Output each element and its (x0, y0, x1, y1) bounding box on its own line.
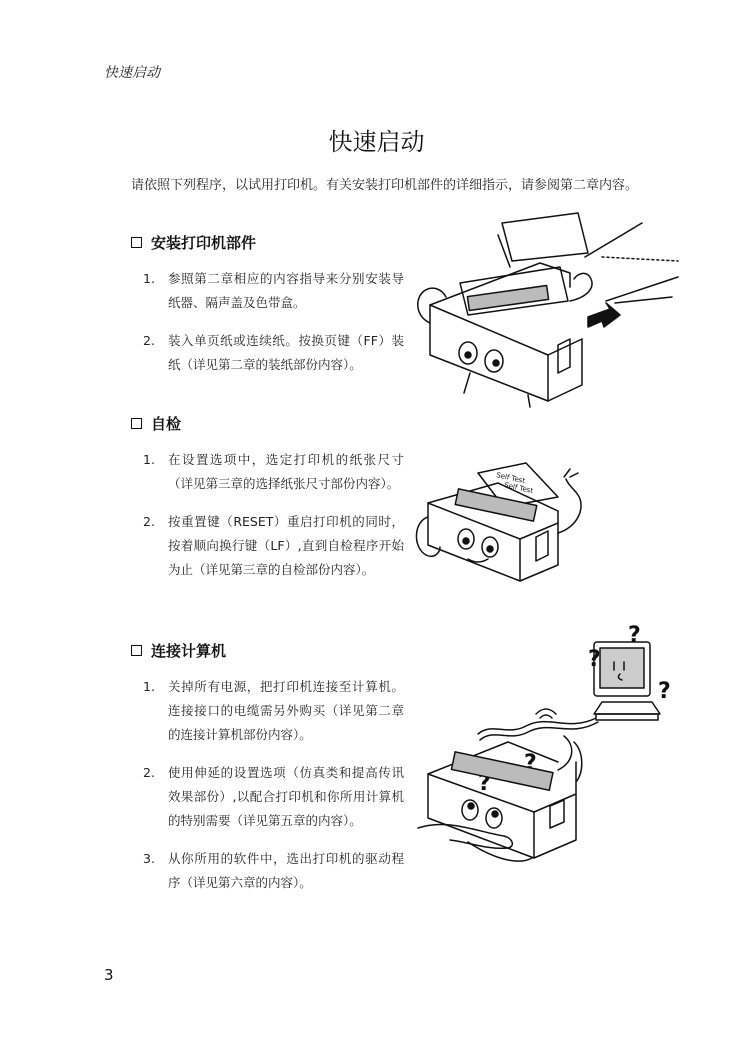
step-item (143, 510, 411, 582)
step-item (143, 847, 411, 895)
question-mark: ? (478, 771, 491, 796)
question-mark: ? (524, 751, 537, 776)
section-heading (131, 413, 411, 434)
section-connect-computer (131, 640, 411, 909)
intro-text: 请依照下列程序，以试用打印机。有关安装打印机部件的详细指示，请参阅第二章内容。 (131, 178, 639, 193)
printer-selftest-illustration (408, 455, 598, 590)
step-item (143, 267, 411, 315)
step-text: 按重置键（RESET）重启打印机的同时，按着顺向换行键（LF）,直到自检程序开始为止（详见第三章的自检部份内容）。 (168, 514, 404, 577)
running-header: 快速启动 (104, 65, 160, 81)
selftest-paper-text: Self Test (503, 481, 534, 496)
section-heading-text: 安装打印机部件 (151, 234, 257, 252)
question-mark: ? (628, 623, 641, 648)
step-number: 1. (143, 271, 155, 286)
section-heading (131, 640, 411, 661)
step-item (143, 329, 411, 377)
page-title: 快速启动 (328, 128, 425, 156)
step-number: 3. (143, 851, 155, 866)
section-self-test (131, 413, 411, 596)
step-number: 2. (143, 333, 155, 348)
checkbox-icon (131, 237, 142, 248)
printer-connect-illustration (408, 622, 688, 877)
step-text: 从你所用的软件中，选出打印机的驱动程序（详见第六章的内容）。 (168, 851, 404, 890)
step-text: 装入单页纸或连续纸。按换页键（FF）装纸（详见第二章的装纸部份内容）。 (168, 333, 404, 372)
section-heading (131, 232, 411, 253)
page-number: 3 (104, 966, 114, 984)
step-number: 1. (143, 679, 155, 694)
question-mark: ? (658, 679, 671, 704)
step-text: 在设置选项中，选定打印机的纸张尺寸（详见第三章的选择纸张尺寸部份内容）。 (168, 452, 404, 491)
section-heading-text: 连接计算机 (151, 642, 227, 660)
step-item (143, 448, 411, 496)
section-install-parts (131, 232, 411, 391)
step-number: 2. (143, 765, 155, 780)
section-heading-text: 自检 (151, 415, 182, 433)
step-text: 参照第二章相应的内容指导来分别安装导纸器、隔声盖及色带盒。 (168, 271, 404, 310)
selftest-paper-text: Self Test (495, 471, 526, 486)
step-item (143, 761, 411, 833)
printer-install-illustration (410, 205, 680, 410)
step-number: 2. (143, 514, 155, 529)
step-item (143, 675, 411, 747)
step-number: 1. (143, 452, 155, 467)
step-text: 使用伸延的设置选项（仿真类和提高传讯效果部份）,以配合打印机和你所用计算机的特别需要（详见第五章的内容）。 (168, 765, 404, 828)
checkbox-icon (131, 418, 142, 429)
step-text: 关掉所有电源，把打印机连接至计算机。连接接口的电缆需另外购买（详见第二章的连接计算机部份内容）。 (168, 679, 404, 742)
question-mark: ? (588, 647, 601, 672)
checkbox-icon (131, 645, 142, 656)
